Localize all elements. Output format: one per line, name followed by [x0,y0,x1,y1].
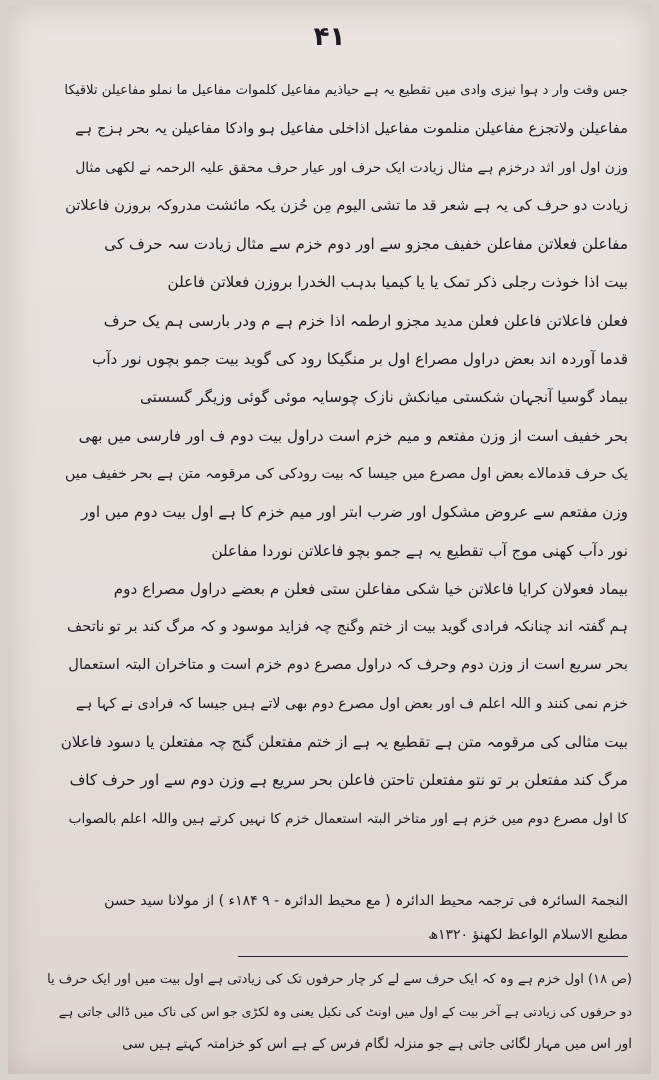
body-line: بیماد گوسیا آنجہان شکستی میانکش نازک چوسایہ موئی گوئی وزیگر گسستی [140,388,628,407]
footnote-line: دو حرفوں کی زیادتی ہے آخر بیت کے اول میں اونٹ کی نکیل یعنی وہ لکڑی جو اس کی ناک میں ڈالی جاتی ہے [58,1004,632,1019]
body-line: بحر سریع است از وزن دوم وحرف کہ دراول مصرع دوم خزم است و متاخران البتہ استعمال [68,656,628,674]
page-number: ۴۱ [313,22,346,52]
body-line: مفاعلن فعلاتن مفاعلن خفیف مجزو سے اور دوم خزم سے مثال زیادت سہ حرف کی [104,235,628,254]
body-line: وزن اول اور اثد درخزم ہے مثال زیادت ایک حرف اور عیار حرف محقق علیہ الرحمہ نے لکھی مثال [75,159,628,176]
citation-line: مطبع الاسلام الواعظ لکھنؤ ۱۳۲۰ھ [428,927,628,943]
source-citation [48,884,628,952]
body-line: فعلن فاعلاتن فاعلن فعلن مدید مجزو ارطمہ اذا خزم ہے م ودر بارسی ہم یک حرف [103,311,628,330]
footnote-line: (ص ۱۸) اول خزم ہے وہ کہ ایک حرف سے لے کر چار حرفوں تک کی زیادتی ہے اول بیت میں اور ایک حرف یا [47,972,632,987]
body-line: بیماد فعولان کرایا فاعلاتن خیا شکی مفاعلن ستی فعلن م بعضے دراول مصراع دوم [113,579,628,598]
body-line: مرگ کند مفتعلن بر تو نتو مفتعلن تاحتن فاعلن بحر سریع ہے وزن دوم سے اور حرف کاف [69,771,628,790]
footnote-line: اور اس میں مہار لگائی جاتی ہے جو منزلہ لگام فرس کے ہے اس کو خزامتہ کہتے ہیں سی [122,1036,632,1052]
citation-line: النجمۃ السائرہ فی ترجمہ محیط الدائرہ ( مع محیط الدائرہ - ۹ ۱۸۴ء ) از مولانا سید حسن [104,893,628,909]
body-line: یک حرف قدمالاے بعض اول مصرع میں جیسا کہ بیت رودکی کی مرقومہ متن ہے بحر خفیف میں [64,465,628,482]
body-line: کا اول مصرع دوم میں خزم ہے اور متاخر البتہ استعمال خزم کا نہیں کرتے ہیں واللہ اعلم بالصواب [68,810,628,827]
manuscript-page [8,6,651,1074]
body-line: ہم گفتہ اند چنانکہ فرادی گوید بیت از ختم وگنج چہ فزاید موسود و کہ مرگ کند بر تو ناتحف [67,618,628,636]
body-line: وزن مفتعم سے عروض مشکول اور ضرب ابتر اور میم خزم کا ہے اول بیت دوم میں اور [81,503,628,522]
body-line: بحر خفیف است از وزن مفتعم و میم خزم است دراول بیت دوم ف اور فارسی میں بھی [78,426,628,445]
body-line: مفاعیلن ولاتجزع مفاعیلن منلموت مفاعیل اذاخلی مفاعیل ہو وادکا مفاعیلن یہ بحر ہزج ہے [75,120,628,138]
body-line: خزم نمی کنند و اللہ اعلم ف اور بعض اول مصرع دوم بھی لاتے ہیں جیسا کہ فرادی نے کہا ہے [75,695,628,712]
footnote-divider [238,956,628,957]
body-line: بیت مثالی کی مرقومہ متن ہے تقطیع یہ ہے از ختم مفتعلن گنج چہ مفتعلن یا دسود فاعلان [60,733,628,752]
body-line: قدما آوردہ اند بعض دراول مصراع اول بر منگیکا رود کی گوید بیت جمو بچوں نور دآب [92,350,628,369]
body-text [58,72,628,838]
body-line: زیادت دو حرف کی یہ ہے شعر قد ما تشی الیوم مِن حُزن یکہ مائشت مدروکہ بروزن فاعلاتن [65,196,628,214]
body-line: جس وقت وار د ہوا نیزی وادی میں تقطیع یہ ہے حیاذیم مفاعیل کلموات مفاعیل ما نملو مفاعیلن تلاقیکا [64,83,628,98]
footnote [42,964,632,1060]
body-line: بیت اذا خوذت رجلی ذکر تمک یا یا کیمیا بدہب الخدرا بروزن فعلاتن فاعلن [167,273,628,292]
body-line: نور دآب کھنی موج آب تقطیع یہ ہے جمو بچو فاعلاتن نوردا مفاعلن [211,541,628,560]
